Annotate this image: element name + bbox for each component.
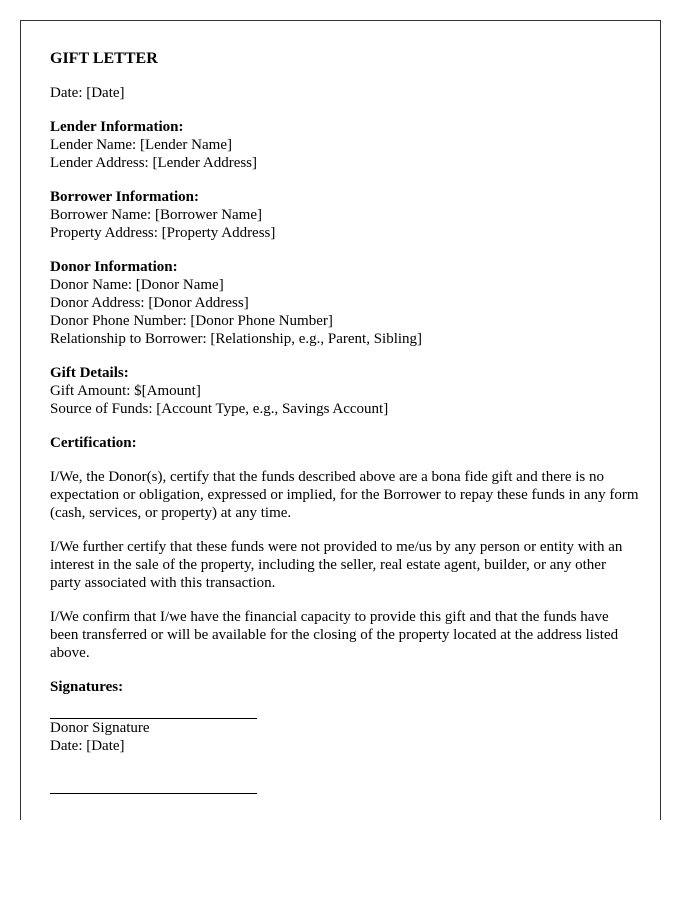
relationship-line: Relationship to Borrower: [Relationship, e.g., Parent, Sibling] [50,331,423,347]
signatures-heading: Signatures: [50,679,124,695]
lender-name-line: Lender Name: [Lender Name] [50,137,232,153]
certification-section [50,434,640,662]
certification-heading: Certification: [50,435,137,451]
signatures-section [50,678,640,794]
certification-paragraph-3: I/We confirm that I/we have the financial capacity to provide this gift and that the funds have been transferred or will be available for the closing of the property located at the address listed above. [50,609,619,661]
gift-heading: Gift Details: [50,365,129,381]
donor-section [50,258,640,348]
letter-page [20,20,661,820]
donor-name-line: Donor Name: [Donor Name] [50,277,224,293]
borrower-name-line: Borrower Name: [Borrower Name] [50,207,262,223]
lender-section [50,118,640,172]
letter-body [50,49,640,794]
donor-signature-block [50,696,640,755]
gift-section [50,364,640,418]
donor-phone-line: Donor Phone Number: [Donor Phone Number] [50,313,333,329]
borrower-heading: Borrower Information: [50,189,200,205]
second-signature-block [50,771,640,794]
lender-heading: Lender Information: [50,119,184,135]
second-signature-line [50,771,257,794]
donor-address-line: Donor Address: [Donor Address] [50,295,249,311]
donor-signature-line [50,696,257,719]
source-of-funds-line: Source of Funds: [Account Type, e.g., Savings Account] [50,401,389,417]
property-address-line: Property Address: [Property Address] [50,225,276,241]
certification-paragraph-2: I/We further certify that these funds were not provided to me/us by any person or entity with an interest in the sale of the property, including the seller, real estate agent, builder, or any other party associated with this transaction. [50,539,623,591]
lender-address-line: Lender Address: [Lender Address] [50,155,258,171]
date-line: Date: [Date] [50,85,125,101]
gift-amount-line: Gift Amount: $[Amount] [50,383,201,399]
donor-signature-label: Donor Signature [50,720,150,736]
borrower-section [50,188,640,242]
donor-heading: Donor Information: [50,259,178,275]
letter-title: GIFT LETTER [50,50,158,67]
certification-paragraph-1: I/We, the Donor(s), certify that the funds described above are a bona fide gift and there is no expectation or obligation, expressed or implied, for the Borrower to repay these funds in any form (cash, services, or property) at any time. [50,469,639,521]
donor-signature-date: Date: [Date] [50,738,125,754]
